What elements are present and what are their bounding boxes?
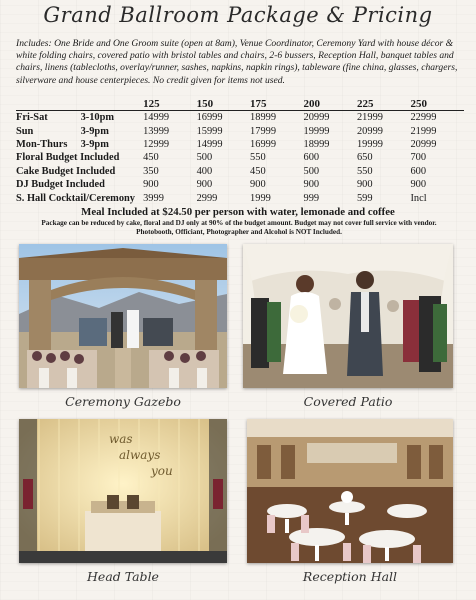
sign-word: always	[119, 448, 161, 462]
reception-hall-caption: Reception Hall	[302, 569, 398, 584]
budget-cell: 900	[196, 179, 213, 191]
guest-count-header: 250	[410, 97, 464, 111]
budget-cell: 600	[303, 152, 320, 164]
header-blank	[16, 97, 81, 111]
price-cell: 15999	[196, 125, 223, 137]
guest-count-header: 225	[357, 97, 410, 111]
price-cell: 13999	[143, 125, 170, 137]
budget-cell: 500	[196, 152, 213, 164]
table-row	[16, 165, 464, 178]
price-cell: 18999	[250, 112, 277, 124]
price-cell: 20999	[356, 125, 383, 137]
row-label: Mon-Thurs	[16, 138, 68, 150]
price-cell: 21999	[410, 125, 437, 137]
table-row	[16, 111, 464, 125]
row-label: Cake Budget Included	[16, 165, 116, 177]
budget-cell: 350	[143, 165, 159, 177]
budget-cell: 900	[250, 179, 266, 191]
row-label: S. Hall Cocktail/Ceremony	[16, 192, 136, 204]
sign-word: you	[151, 464, 173, 478]
page-title: Grand Ballroom Package & Pricing	[43, 3, 433, 27]
row-label: Sun	[16, 125, 34, 137]
table-row	[16, 178, 464, 191]
price-cell: 21999	[356, 112, 383, 124]
price-cell: 599	[356, 192, 373, 204]
price-cell: 3999	[143, 192, 164, 204]
package-note-line: Package can be reduced by cake, floral and DJ only at 90% of the budget amount. Budget may not cover full service with vendor.	[41, 219, 437, 227]
price-cell: 22999	[410, 112, 437, 124]
budget-cell: 700	[410, 152, 427, 164]
covered-patio-caption: Covered Patio	[303, 394, 393, 409]
price-cell: 16999	[196, 112, 223, 124]
price-cell: 17999	[250, 125, 277, 137]
price-cell: 12999	[143, 138, 170, 150]
table-row	[16, 151, 464, 164]
header-blank	[81, 97, 144, 111]
row-time: 3-9pm	[80, 125, 109, 137]
budget-cell: 900	[303, 179, 320, 191]
covered-patio-photo	[243, 244, 453, 388]
price-cell: Incl	[410, 192, 427, 204]
budget-cell: 500	[303, 165, 320, 177]
budget-cell: 450	[250, 165, 266, 177]
package-note	[16, 219, 462, 237]
table-row	[16, 124, 464, 137]
guest-count-header: 150	[197, 97, 250, 111]
ceremony-gazebo-photo	[19, 244, 227, 388]
price-cell: 1999	[250, 192, 271, 204]
budget-cell: 900	[410, 179, 427, 191]
budget-cell: 450	[143, 152, 159, 164]
covered-patio-illustration	[243, 244, 453, 388]
row-label: DJ Budget Included	[16, 179, 105, 191]
head-table-caption: Head Table	[87, 569, 159, 584]
budget-cell: 900	[356, 179, 373, 191]
guest-count-header: 175	[250, 97, 303, 111]
budget-cell: 550	[356, 165, 373, 177]
package-note-line: Photobooth, Officiant, Photographer and Alcohol is NOT Included.	[136, 228, 342, 236]
head-table-photo	[19, 419, 227, 563]
table-header-row	[16, 97, 464, 111]
guest-count-header: 125	[143, 97, 196, 111]
table-row	[16, 191, 464, 204]
reception-hall-illustration	[247, 419, 453, 563]
price-cell: 2999	[196, 192, 218, 204]
budget-cell: 900	[143, 179, 159, 191]
guest-count-header: 200	[304, 97, 357, 111]
table-row	[16, 138, 464, 151]
ceremony-gazebo-caption: Ceremony Gazebo	[65, 394, 181, 409]
head-table-illustration	[19, 419, 227, 563]
price-cell: 16999	[250, 138, 277, 150]
budget-cell: 600	[410, 165, 427, 177]
budget-cell: 650	[356, 152, 373, 164]
price-cell: 14999	[196, 138, 223, 150]
row-label: Floral Budget Included	[16, 152, 120, 164]
reception-hall-photo	[247, 419, 453, 563]
price-cell: 18999	[303, 138, 330, 150]
price-cell: 20999	[410, 138, 437, 150]
meal-note: Meal Included at $24.50 per person with water, lemonade and coffee	[81, 206, 395, 218]
budget-cell: 400	[196, 165, 213, 177]
price-cell: 20999	[303, 112, 330, 124]
ceremony-gazebo-illustration	[19, 244, 227, 388]
row-time: 3-10pm	[80, 112, 115, 124]
price-cell: 999	[303, 192, 320, 204]
price-cell: 19999	[303, 125, 330, 137]
row-label: Fri-Sat	[16, 112, 48, 124]
pricing-table	[16, 97, 464, 205]
price-cell: 14999	[143, 112, 170, 124]
price-cell: 19999	[356, 138, 383, 150]
sign-word: was	[109, 432, 133, 446]
includes-text: Includes: One Bride and One Groom suite (open at 8am), Venue Coordinator, Ceremony Yard with house décor & white folding chairs, covered patio with bristol tables and chairs, 2-6 bussers, Reception Hall, banquet tables and chairs, linens (tablecloths, overlay/runner, sashes, napkins, napkin rings), tableware (fine china, glasses, chargers, silverware and house centerpieces. No credit given for items not used.	[16, 38, 458, 86]
budget-cell: 550	[250, 152, 266, 164]
row-time: 3-9pm	[80, 138, 109, 150]
